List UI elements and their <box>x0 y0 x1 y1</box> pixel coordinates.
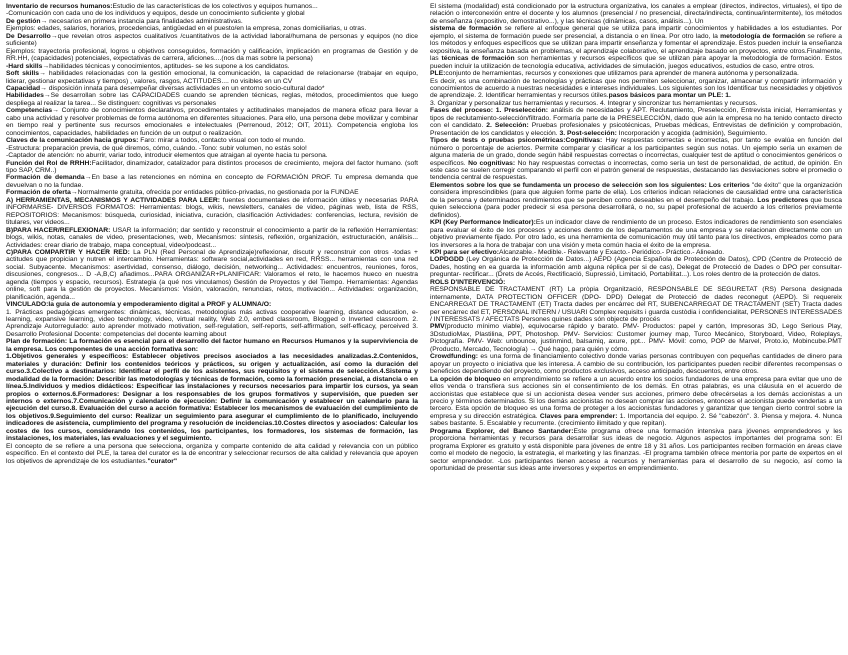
paragraph <box>6 301 418 308</box>
bold-run: Programa Explorer, del Banco Santander: <box>430 427 574 435</box>
text-run: → necesarios en primera instancia para finalidades administrativas. <box>40 17 243 25</box>
text-run: Es un indicador clave de rendimiento de un proceso. Estos indicadores de rendimiento son esenciales para evaluar el éxito de los procesos y acciones dentro de los departamentos de una empresa y se relacionan directamente con un objetivo previamente fijado. Por otro lado, es una herramienta de comunicación muy útil tanto para los directivos, empleados como para los inversores a la hora de trabajar con una visión y meta común hacia el éxito de la empresa. <box>430 219 842 249</box>
text-run: USAR la información; dar sentido y reconstruir el conocimiento a partir de la reflexión Herramientas: blogs, wikis, notas, canales de video, presentaciones, web, Mecanismos: síntesis, reflexión, organización, estructuración, análisis... Actividades: crear diario de trabajo, mapa conceptual, video/podcast... <box>6 226 418 249</box>
paragraph <box>430 137 842 182</box>
text-run: que busca quien selecciona (para poder predecir si esa persona desarrollará, o no, su papel profesional de acuerdo a los criterios previamente definidos). <box>430 196 842 219</box>
text-run: se refiere al enfoque general que se utiliza para impartir conocimientos y habilidades a los estudiantes. Por ejemplo, el sistema de formación puede ser presencial, a distancia o en línea. Por otro lado, la <box>430 25 842 40</box>
bold-run: metodología de formación <box>720 32 806 40</box>
paragraph <box>430 323 842 353</box>
paragraph <box>430 70 842 77</box>
paragraph <box>6 152 418 159</box>
text-run: Ejemplos: trayectoria profesional, logros u objetivos conseguidos, formación y calificación, implicación en programas de Gestión y de RR.HH, (capacidades) potenciales, expectativas de carrera, aficiones....(nos da mas sobre la persona) <box>6 47 418 63</box>
text-run: → habilidades relacionadas con la gestión emocional, la comunicación, la capacidad de relacionarse (trabajar en equipo, liderar, gestionar expectativas y tiempos) , valores, rasgos, ACTITUDES.... no visibles en un CV <box>6 70 418 85</box>
text-run: -Estructura: preparación previa, de qué diremos, cómo, cuándo. -Tono: subir volumen, no estás solo! <box>6 144 307 152</box>
paragraph <box>6 160 418 175</box>
text-run: son herramientas y recursos específicos que se utilizan para apoyar la metodología de formación. Estos pueden incluir la utilización de tecnología educativa, actividades de simulación, juegos educativos, estudios de caso, entre otros. <box>430 55 842 70</box>
bold-run: Función del Rol de RRHH: <box>6 159 92 167</box>
text-run: Es decir, es una combinación de tecnologías y prácticas que nos permiten seleccionar, organizar, almacenar y compartir información y conocimientos de acuerdo a nuestras necesidades e intereses individuales. Los siguientes son los <box>430 77 842 92</box>
bold-run: Crowdfunding: <box>430 353 478 361</box>
bold-run: 1.Objetivos generales y específicos: Establecer objetivos precisos asociados a las necesidades analizadas.2.Contenidos, materiales y duración: Definir los contenidos teóricos y prácticos, su origen y actualización, así como la duración del curso.3.Colectivo a destinatarios: Identificar el perfil de los asistentes, sus requisitos y el sistema de selección.4.Sistema y modalidad de la formación: Describir las metodologías y técnicas de formación, como la formación presencial, a distancia o en línea.5.Individuos y medios didácticos: Especificar las instalaciones y recursos necesarios para impartir los cursos, ya sean propios o externos.6.Formadores: Designar a los responsables de los grupos formativos y supervisión, que pueden ser internos o externos.7.Comunicación y calendario de ejecución: Definir la comunicación y establecer un calendario para la ejecución del curso.8. Evaluación del curso a acción formativa: Establecer los mecanismos de evaluación del cumplimiento de los objetivos.9.Seguimiento del curso: Realizar un seguimiento para asegurar el cumplimiento de lo planificado, incluyendo indicadores de asistencia, cumplimiento del programa y resolución de incidencias.10.Costes directos y asociados: Calcular los costes de los cursos, considerando los contenidos, los participantes, los formadores, los sistemas de formación, las instalaciones, los materiales, las evaluaciones y el seguimiento. <box>6 353 418 443</box>
bold-run: A) HERRAMIENTAS, MECANISMOS Y ACTIVIDADES PARA LEER: <box>6 196 221 204</box>
bold-run: 3. Post-selección: <box>559 129 617 137</box>
paragraph <box>430 100 842 107</box>
bold-run: Plan de formación: La formación es esencial para el desarrollo del factor humano en Recursos Humanos y la superviviencia de la empresa. Los componentes de una acción formativa son: <box>6 338 418 353</box>
paragraph <box>6 48 418 63</box>
text-run: →habilidades técnicas y conocimientos, aptitudes- se les supone a los candidatos. <box>42 62 290 70</box>
paragraph <box>6 18 418 25</box>
paragraph <box>430 78 842 100</box>
bold-run: Claves de la comunicación hacia grupos: <box>6 137 139 145</box>
paragraph <box>6 10 418 17</box>
bold-run: Elementos sobre los que se fundamenta un proceso de selección son los siguientes: Los criterios <box>430 181 750 189</box>
text-run: se refiere a una persona que selecciona, organiza y comparte contenido de alta calidad y relevancia con un público específico. En el contexto del PLE, la tarea del curator es la de encontrar y seleccionar recursos de alta calidad y relevancia que apoyen los objetivos de aprendizaje de los estudiantes. <box>6 442 418 465</box>
text-run: Este programa ofrece una formación intensiva para jóvenes emprendedores y les proporciona herramientas y recursos para desarrollar sus ideas de negocio. Algunos aspectos importantes del programa son: El programa Explorer es gratuito y está disponible para jóvenes de entre 18 y 31 años. Los participantes reciben formación en áreas clave como el modelo de negocio, la estrategia, el marketing y las finanzas. -El programa también ofrece mentoría por parte de expertos en el sector emprendedor. -Los participantes tienen acceso a recursos y herramientas para el desarrollo de su negocio, así como la oportunidad de presentar sus ideas ante inversores y expertos en emprendimiento. <box>430 427 842 473</box>
text-run: -Comunicación con cada uno de los individuos y equipos, desde un conocimiento suficiente y global <box>6 10 305 18</box>
text-run: -Captador de atención: no aburrir, variar todo, introducir elementos que atraigan al oyente hacia tu persona. <box>6 152 328 160</box>
text-run: →Se desarrollan sobre las CAPACIDADES cuando se aprenden técnicas, reglas, métodos, procedimientos que luego despliega al realizar la tarea... Se distinguen: cognitivas vs personales <box>6 92 418 107</box>
paragraph <box>6 3 418 10</box>
text-run: Ejemplos: edades, salarios, horarios, procedencias, antigüedad en el puesto/en la empresa, zonas domiciliarias, u otras. <box>6 25 367 33</box>
text-run: Hay respuestas correctas e incorrectas, por tanto se evalúa en función del número o porcentaje de aciertos. Permite comparar y clasificar a los participantes según sus notas. Un ejemplo sería un examen de alguna materia de un grado, donde según hábil respuestas correctas o incorrectas, cualquier test de aptitud o conocimientos genéricos o específicos. <box>430 137 842 167</box>
paragraph <box>430 249 842 256</box>
text-run: → Conjunto de conocimientos declarativos, procedimentales y actitudinales manejados de manera eficaz para llevar a cabo una actividad y resolver problemas de forma autónoma en diferentes situaciones. Para ello, una persona debe movilizar y combinar en tiempo real y pertinente sus recursos emocionales e intelectuales (Perrenoud, 2012; OIT, 2011). Competencia engloba los conocimientos, capacidades, habilidades en función de un output o realización. <box>6 107 418 137</box>
paragraph <box>6 63 418 70</box>
text-run: se refiere a los métodos y enfoques específicos que se utilizan para impartir enseñanza y fomentar el aprendizaje. Estos pueden incluir la enseñanza expositiva, la enseñanza basada en problemas, el aprendizaje colaborativo, el aprendizaje basado en proyectos, entre otros.Finalmente, las <box>430 32 842 63</box>
text-run: El sistema (modalidad) está condicionado por la estructura organizativa, los canales a emplear (directos, indirectos, virtuales), el tipo de relación o interconexión entre el docente y los alumnos (presencial / no presencial, directa/indirecta, continua/intermitente), los métodos de enseñanza (expositivo, demostrativo...), y las técnicas (dinámicas, casos, análisis...). Un <box>430 3 842 25</box>
paragraph <box>6 145 418 152</box>
paragraph <box>6 353 418 442</box>
bold-run: ROLS D'INTERVENCIÓ: <box>430 278 506 286</box>
text-run: Faro: mirar a todos, contacto visual con todo el mundo. <box>138 137 306 145</box>
text-run: 1. Importancia del equipo. 2. Sé "cabezón". 3. Piensa y mejora. 4. Nunca sabes bastante. 5. Escalable y recurrente. (crecimiento ilimitado y que repitan). <box>430 412 842 428</box>
paragraph <box>6 338 418 353</box>
text-run: Estudio de las características de los colectivos y equipos humanos... <box>112 3 318 10</box>
text-run: No hay respuestas correctas o incorrectas, como sería un test de personalidad, de actitud, de opinión. En este caso se suelen corregir comparando el perfil con el patrón general de respuestas, destacando las desviaciones sobre el promedio o tendencia central de respuestas. <box>430 159 842 182</box>
paragraph <box>430 279 842 286</box>
bold-run: C)PARA COMPARTIR Y HACER RED: <box>6 248 130 256</box>
text-run: Alcanzable.- Medible.- Relevante y Exacto.- Periódico.- Práctico.- Alineado. <box>499 248 725 256</box>
text-run: (producto mínimo viable), equivocarse rápido y barato. PMV- Productos: papel y cartón, Impresoras 3D, Lego Serious Play, 3DstudioMax, Plastilina, PPT, Photoshop. PMV- Servicios: Customer journey map, Turco Mecánico, Storyboard, Video, Roleplays, Pictografía. PMV- Web: unbounce, justinmind, balsamiq, axure, ppt... PMV- Móvil: como, POP de Marvel, Proto.io, Mobincube.PMT (Producto, Mercado, Tecnología) → Qué hago, para quién y cómo. <box>430 323 842 353</box>
paragraph <box>6 443 418 465</box>
bold-run: Claves para emprender: <box>539 412 618 420</box>
text-run: → disposición innata para desempeñar diversas actividades en un entorno socio-cultural dado* <box>40 84 325 92</box>
paragraph <box>430 182 842 219</box>
paragraph <box>6 197 418 227</box>
paragraph <box>6 107 418 137</box>
text-run: fuentes documentales de información útiles y necesarias PARA INFORMARSE- DIVERSOS FORMATOS: Herramientas: blogs, wikis, newsletters, canales de video, páginas web, lista de RSS, REPOSITORIOS: Mecanismos: búsqueda, curiosidad, iniciativa, curación, clasificación Actividades: conferencias, lectura, revisión de titulares, ver videos... <box>6 196 418 227</box>
paragraph <box>6 25 418 32</box>
text-run: →Normalmente gratuita, ofrecida por entidades público-privadas, no gestionada por la FUNDAE <box>70 189 359 197</box>
bold-run: Fases del proceso: 1. Preselección: <box>430 107 549 115</box>
text-run: →que revelan otros aspectos cualitativos /cuantitativos de la actividad laboral/humana de personas y equipos (no dice suficiente) <box>6 32 418 48</box>
bold-run: PLE: <box>430 70 446 78</box>
paragraph <box>6 309 418 339</box>
bold-run: sistema de formación <box>430 25 502 33</box>
bold-run: pasos básicos para montar un PLE: 1. <box>608 92 731 100</box>
bold-run: Los predictores <box>757 196 809 204</box>
bold-run: KPI (Key Performance Indicator): <box>430 219 536 227</box>
bold-run: PMV <box>430 323 445 331</box>
paragraph <box>6 227 418 249</box>
bold-run: Formación de oferta <box>6 189 71 197</box>
paragraph <box>6 85 418 92</box>
paragraph <box>430 25 842 70</box>
paragraph <box>6 137 418 144</box>
paragraph <box>430 376 842 428</box>
bold-run: LOPDGDD <box>430 256 464 264</box>
paragraph <box>6 249 418 301</box>
paragraph <box>6 33 418 48</box>
bold-run: Formación de demanda <box>6 174 85 182</box>
text-run: Pruebas profesionales y psicotécnicas, Pruebas médicas, Entrevistas de definición y comprobación, Presentación de los candidatos y elección. <box>430 122 842 137</box>
paragraph <box>430 219 842 249</box>
paragraph <box>430 107 842 137</box>
paragraph <box>6 174 418 189</box>
text-run: "de éxito" que la organización considera imprescindibles (para que alguien forme parte de ella). Los criterios indican relaciones de causalidad entre una característica de la persona y determinados rendimientos que se perciben como deseables en el desempeño del trabajo. <box>430 181 842 204</box>
text-run: Identificar tus necesidades y objetivos de aprendizaje. 2. Identificar herramientas y recursos útiles. <box>430 84 842 100</box>
paragraph <box>430 286 842 323</box>
text-run: (Ley Orgánica de Protección de Datos...) AEPD (Agencia Española de Protección de Datos), CPD (Centre de Protecció de Dades, hosting en ea guarda la información amb alguna réplica per si de cas), Delegat de Protecció de Dades o DPO per consultar- preguntar- rectificar... (Drets de Accés, Rectificació, Supressió, Limitació, Portabilitat...). Los roles dentro de la protección de datos. <box>430 256 842 279</box>
paragraph <box>6 189 418 196</box>
text-run: es una forma de financiamiento colectivo donde varias personas contribuyen con pequeñas cantidades de dinero para apoyar un proyecto o iniciativa que les interesa. A cambio de su contribución, los participantes pueden recibir diferentes recompensas o beneficios dependiendo del proyecto, como productos exclusivos, acceso anticipado, descuentos, entre otros. <box>430 353 842 376</box>
text-run: →En base a las retenciones en nómina en concepto de FORMACIÓN PROF. Tu empresa demanda que devuelvan o no la fundae. <box>6 174 418 189</box>
text-run: Facilitador, dinamizador, catalizador para distintos procesos de crecimiento, mejora del factor humano. (soft tipo SAP, CRM..) <box>6 159 418 174</box>
bold-run: KPI para ser efectivo: <box>430 248 500 256</box>
bold-run: Tipos de tests o pruebas psicométricas:Cognitivas: <box>430 137 603 145</box>
bold-run: Capacidad <box>6 84 41 92</box>
bold-run: técnicas de formación <box>441 55 515 63</box>
text-run: 1. Prácticas pedagógicas emergentes: dinámicas, técnicas, metodologías más activas cooperative learning, distance education, e-learning, expansive learning, video technology, video, virtual reality, Web 2.0, embed classroom, Blogged o Inverted classroom. 2. Aprendizaje Autorregulado: auto aprender motivado motivation, self-regulation, self-reports, self-affirmation, self-efficacy, perceived 3. Desarrollo Profesional Docente: competencias del docente learning about <box>6 308 418 338</box>
paragraph <box>6 92 418 107</box>
bold-run: -Hard skills <box>6 62 43 70</box>
bold-run: De Desarrollo <box>6 32 51 40</box>
text-run: La PLN (Red Personal de Aprendizaje)reflexionar, discutir y reconstruir con otros -todas + actitudes que propician y nutren el intercambio. Herramientas: software social,actividades en red, RRSS... herramientas con una red social. Subyacente. Mecanismos: asertividad, consenso, diálogo, decisión, networking... Actividades: encuentros, reuniones, foros, discusiones, congresos... D -A,B,C) añadimos...PARA ORGANIZAR+PLANIFICAR: Valoramos el reto, le hacemos hueco en nuestra agenda (tiempos y espacio, recursos). Estrategia (a qué nos vinculamos) Gestión de Proyectos y del Tiempo. Herramientas: Agendas online, soft para la gestión de proyectos. Mecanismos: Visión, valoración, renuncias, retos, motivación... Actividades: organización, planificación, agenda... <box>6 248 418 301</box>
paragraph <box>430 256 842 278</box>
bold-run: B)PARA HACER/REFLEXIONAR: <box>6 226 111 234</box>
paragraph <box>430 353 842 375</box>
bold-run: Inventario de recursos humanos: <box>6 3 113 10</box>
text-run: El concepto de <box>6 442 56 450</box>
text-run: Incorporación y acogida (admisión), Seguimiento. <box>616 129 767 137</box>
bold-run: "curator" <box>147 457 178 465</box>
text-run: RESPONSABLE DE TRACTAMENT (RT) La pròpia Organització, RESPONSABLE DE SEGURETAT (RS) Persona designada internamente, DATA PROTECTION OFFICER (DPO- DPD) Delegat de Protecció de dades reconegut (AEPD). Si requereix ENCARREGAT DE TRACTAMENT (ET) Tracta dades per encàrrec del RT, SUBENCARREGAT DE TRACTAMENT (SET) Tracta dades per encàrrec del ET, PERSONAL INTERN / USUARI Complex requisits i guarda custòdia i confidencialitat, PERSONES INTERESSADES / INTERESSATS / AFECTATS Persones quines dades són objecte de procés <box>430 286 842 324</box>
bold-run: Habilidades <box>6 92 44 100</box>
paragraph <box>6 70 418 85</box>
text-run: 3. Organizar y personalizar tus herramientas y recursos. 4. Integrar y sincronizar tus herramientas y recursos. <box>430 99 758 107</box>
bold-run: La opción de bloqueo <box>430 375 501 383</box>
paragraph <box>430 3 842 25</box>
bold-run: Soft skills <box>6 70 40 78</box>
text-run: análisis de necesidades y APT. Reclutamiento, Preselección, Entrevista inicial, Herramientas y tipos de reclutamiento-selección/filtrado. Formaría parte de la PRESELECCIÓN, dado que aún la empresa no ha tenido contacto directo con el candidato. <box>430 107 842 130</box>
bold-run: No cognitivas: <box>468 159 516 167</box>
left-column <box>6 3 418 655</box>
text-run: conjunto de herramientas, recursos y conexiones que utilizamos para aprender de manera autónoma y personalizada. <box>445 70 799 78</box>
text-run: en emprendimiento se refiere a un acuerdo entre los socios fundadores de una empresa para evitar que uno de ellos venda o transfiera sus acciones sin el consentimiento de los demás. En otras palabras, es una cláusula en el acuerdo de accionistas que establece que si un accionista desea vender sus acciones, primero debe ofrecérselas a los demás accionistas a un precio y términos determinados. Si los demás accionistas no desean comprar las acciones, entonces el accionista puede venderlas a un tercero. Esta opción de bloqueo es una forma de proteger a los accionistas fundadores y garantizar que tengan cierto control sobre la empresa y su dirección estratégica. <box>430 375 842 420</box>
paragraph <box>430 428 842 473</box>
right-column <box>430 3 842 655</box>
bold-run: VINCULADO:la guía de autonomía y empoderamiento digital a PROF y ALUMNA/O: <box>6 301 272 309</box>
bold-run: De gestión <box>6 17 41 25</box>
bold-run: Competencias <box>6 107 53 115</box>
bold-run: 2. Selección: <box>486 122 529 130</box>
